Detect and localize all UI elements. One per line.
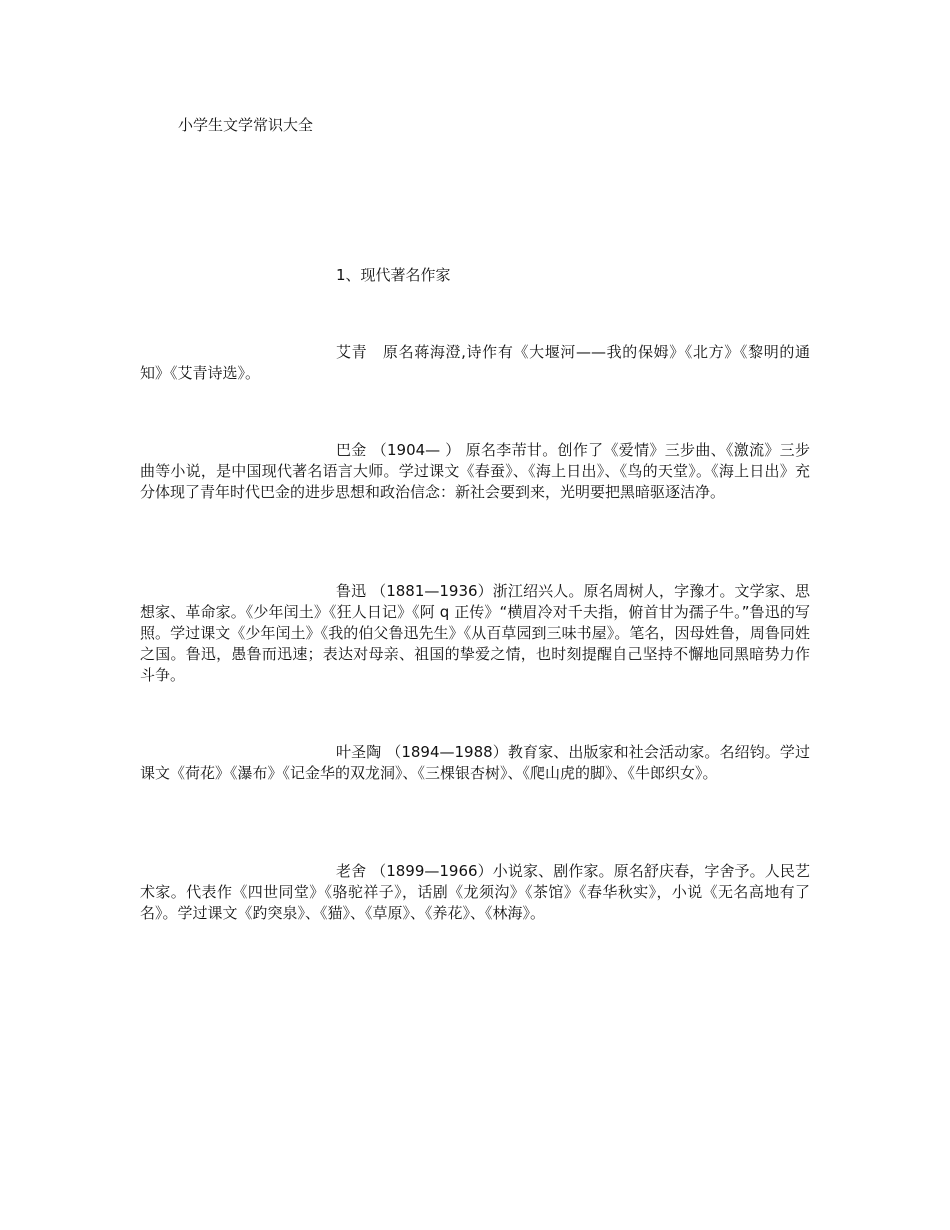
section-heading: 1、现代著名作家 [336,266,451,284]
document-title: 小学生文学常识大全 [178,116,314,134]
paragraph-lao-she: 老舍 （1899—1966）小说家、剧作家。原名舒庆春，字舍予。人民艺术家。代表作《四世同堂》《骆驼祥子》，话剧《龙须沟》《茶馆》《春华秋实》，小说《无名高地有了名》。学过课文《趵突泉》、《猫》、《草原》、《养花》、《林海》。 [140,862,810,922]
paragraph-ba-jin: 巴金 （1904— ） 原名李芾甘。创作了《爱情》三步曲、《激流》三步曲等小说，是中国现代著名语言大师。学过课文《春蚕》、《海上日出》、《鸟的天堂》。《海上日出》充分体现了青年时代巴金的进步思想和政治信念：新社会要到来，光明要把黑暗驱逐洁净。 [140,441,810,501]
paragraph-lu-xun: 鲁迅 （1881—1936）浙江绍兴人。原名周树人，字豫才。文学家、思想家、革命家。《少年闰土》《狂人日记》《阿 q 正传》“横眉冷对千夫指，俯首甘为孺子牛。”鲁迅的写照。学过课文《少年闰土》《我的伯父鲁迅先生》《从百草园到三味书屋》。笔名，因母姓鲁，周鲁同姓之国。鲁迅，愚鲁而迅速；表达对母亲、祖国的挚爱之情，也时刻提醒自己坚持不懈地同黑暗势力作斗争。 [140,582,810,684]
paragraph-ai-qing: 艾青 原名蒋海澄,诗作有《大堰河——我的保姆》《北方》《黎明的通知》《艾青诗选》。 [140,343,810,382]
paragraph-ye-shengtao: 叶圣陶 （1894—1988）教育家、出版家和社会活动家。名绍钧。学过课文《荷花》《瀑布》《记金华的双龙洞》、《三棵银杏树》、《爬山虎的脚》、《牛郎织女》。 [140,743,810,782]
